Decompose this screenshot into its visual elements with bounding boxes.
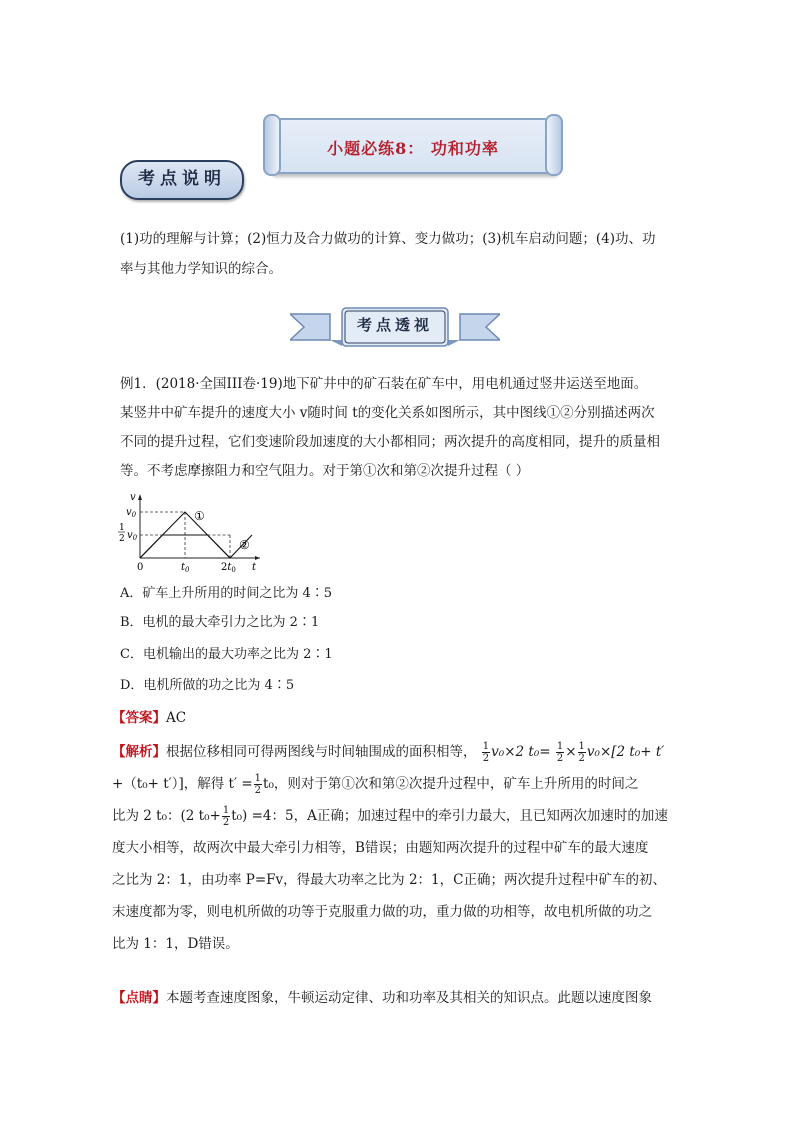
answer-value: AC	[166, 710, 187, 726]
analysis-line: +（t₀+ t′）]，解得 t′ = $\frac{1}{2}$ t₀，则对于第①次和第②次提升过程中，矿车上升所用的时间之	[112, 773, 639, 796]
choice-a: A．矿车上升所用的时间之比为 4∶5	[120, 586, 333, 601]
comment-tag: 【点睛】	[112, 990, 166, 1006]
curve-1-label: ①	[194, 509, 205, 523]
analysis-line: 度大小相等，故两次中最大牵引力相等，B错误；由题知两次提升的过程中矿车的最大速度	[112, 840, 649, 856]
choice-c: C．电机输出的最大功率之比为 2∶1	[120, 647, 333, 662]
section-badge-explain: 考点说明	[120, 160, 244, 200]
title-banner	[270, 118, 556, 174]
page-title: 小题必练8： 功和功率	[327, 139, 499, 158]
intro-paragraph	[120, 224, 680, 284]
ribbon-label: 考点透视	[356, 316, 433, 334]
question-line: 不同的提升过程，它们变速阶段加速度的大小都相同；两次提升的高度相同，提升的质量相	[120, 434, 660, 450]
example-question	[120, 370, 680, 486]
comment-text: 本题考查速度图象，牛顿运动定律、功和功率及其相关的知识点。此题以速度图象	[166, 990, 652, 1006]
half-numerator: 1	[119, 523, 125, 533]
v-label: v	[130, 492, 136, 503]
v-axis-arrow	[138, 494, 142, 500]
section-ribbon-perspective	[290, 302, 500, 350]
question-line: 某竖井中矿车提升的速度大小 v随时间 t的变化关系如图所示，其中图线①②分别描述两次	[120, 405, 655, 421]
analysis-line: 之比为 2：1，由功率 P=Fv，得最大功率之比为 2：1，C正确；两次提升过程中矿车的初、	[112, 872, 666, 888]
analysis	[112, 736, 682, 960]
t-axis-arrow	[255, 556, 260, 560]
analysis-line: 【解析】根据位移相同可得两图线与时间轴围成的面积相等， $\frac{1}{2}$ v₀×2 t₀= $\frac{1}{2}$ × $\frac{1}{2}$ v₀×[2 t₀+ t′	[112, 741, 665, 764]
comment	[112, 986, 652, 1006]
choice-d: D．电机所做的功之比为 4∶5	[120, 678, 295, 693]
question-line: 等。不考虑摩擦阻力和空气阻力。对于第①次和第②次提升过程（ ）	[120, 463, 530, 479]
v0-label: $v_0$	[126, 507, 137, 519]
t0-label: $t_0$	[181, 562, 190, 572]
fraction-half: $\frac{1}{2}$	[254, 773, 262, 796]
analysis-tag: 【解析】	[112, 744, 166, 760]
half-denominator: 2	[119, 534, 125, 544]
choice-b: B．电机的最大牵引力之比为 2∶1	[120, 615, 320, 630]
curve-2-label: ②	[239, 538, 250, 552]
intro-line: 率与其他力学知识的综合。	[120, 261, 282, 277]
fraction-half: $\frac{1}{2}$	[482, 741, 490, 764]
intro-line: (1)功的理解与计算；(2)恒力及合力做功的计算、变力做功；(3)机车启动问题；(4)功、功	[120, 231, 656, 247]
half-v0-label: $v_0$	[127, 530, 138, 542]
fraction-half: $\frac{1}{2}$	[222, 805, 230, 828]
answer	[112, 706, 186, 726]
origin-label: 0	[137, 562, 144, 572]
fraction-half: $\frac{1}{2}$	[556, 741, 564, 764]
2t0-label: $2t_0$	[221, 562, 236, 572]
velocity-time-graph	[115, 490, 265, 572]
fraction-half: $\frac{1}{2}$	[578, 741, 585, 764]
question-line: 例1．(2018·全国III卷·19)地下矿井中的矿石装在矿车中，用电机通过竖井运送至地面。	[120, 376, 648, 392]
analysis-line: 比为 1：1，D错误。	[112, 936, 239, 952]
answer-tag: 【答案】	[112, 710, 166, 726]
analysis-line: 末速度都为零，则电机所做的功等于克服重力做的功，重力做的功相等，故电机所做的功之	[112, 904, 652, 920]
analysis-line: 比为 2 t₀：(2 t₀+ $\frac{1}{2}$ t₀) =4：5，A正确；加速过程中的牵引力最大，且已知两次加速时的加速	[112, 805, 668, 828]
t-label: t	[252, 562, 257, 572]
